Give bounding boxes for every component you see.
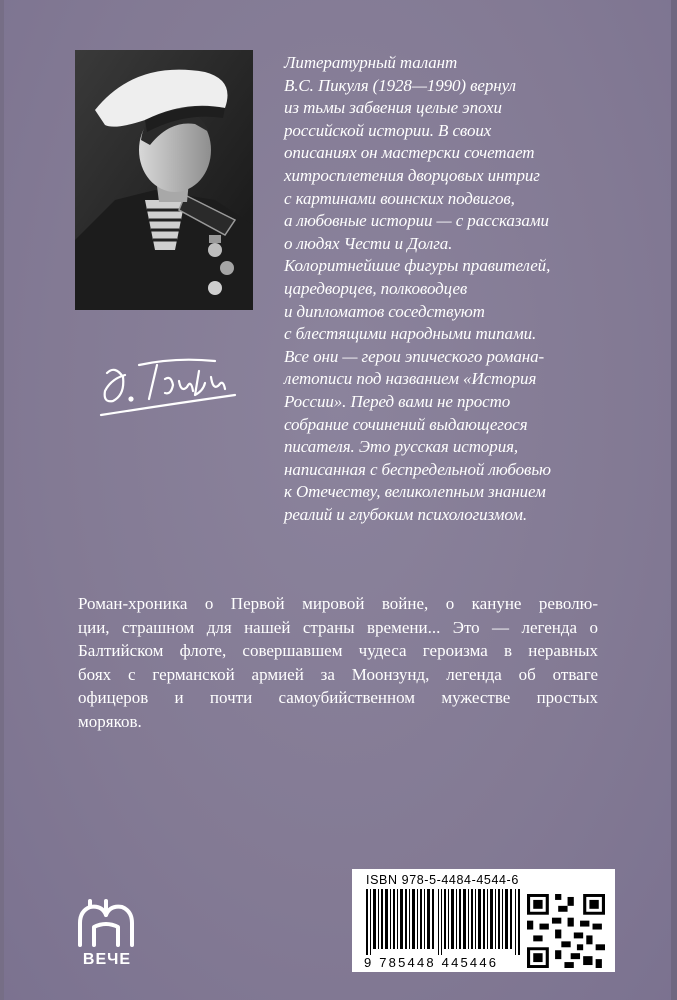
annotation-line: Балтийском флоте, совершавшем чудеса героизма в неравных [78, 641, 598, 660]
annotation-line: Роман-хроника о Первой мировой войне, о кануне револю- [78, 594, 598, 613]
publisher-name: ВЕЧЕ [82, 951, 132, 968]
blurb-line: России». Перед вами не просто [284, 391, 511, 411]
blurb-line: российской истории. В своих [284, 120, 492, 140]
cover-left-edge [0, 0, 4, 1000]
barcode [364, 889, 522, 955]
book-annotation [78, 592, 598, 733]
blurb-line: написанная с беспредельной любовью [284, 459, 551, 479]
blurb-line: с картинами воинских подвигов, [284, 188, 515, 208]
author-photo [75, 50, 253, 310]
annotation-line: ции, страшном для нашей страны времени... Это — легенда о [78, 617, 598, 637]
blurb-line: летописи под названием «История [284, 369, 537, 389]
blurb-line: Литературный талант [284, 53, 458, 72]
annotation-line: боях с германской армией за Моонзунд, легенда об отваге [78, 664, 598, 684]
blurb-line: Колоритнейшие фигуры правителей, [284, 256, 551, 276]
cover-right-edge [671, 0, 677, 1000]
isbn-label: ISBN 978-5-4484-4544-6 [366, 873, 519, 887]
blurb-line: собрание сочинений выдающегося [284, 414, 528, 434]
blurb-line: к Отечеству, великолепным знанием [284, 482, 546, 502]
blurb-line: реалий и глубоким психологизмом. [284, 504, 528, 524]
blurb-line: о людях Чести и Долга. [284, 233, 453, 253]
qr-code [527, 894, 605, 968]
isbn-barcode-box [352, 869, 615, 972]
blurb-line: с блестящими народными типами. [284, 324, 537, 344]
annotation-line: моряков. [78, 711, 142, 731]
blurb-line: а любовные истории — с рассказами [284, 211, 549, 231]
blurb-line: и дипломатов соседствуют [284, 301, 485, 321]
annotation-line: офицеров и почти самоубийственном мужестве простых [78, 688, 598, 707]
blurb-line: хитросплетения дворцовых интриг [284, 165, 540, 185]
blurb-line: писателя. Это русская история, [284, 437, 519, 457]
blurb-line: В.С. Пикуля (1928—1990) вернул [284, 75, 516, 95]
blurb-line: описаниях он мастерски сочетает [284, 143, 535, 163]
author-signature [95, 335, 245, 425]
blurb-line: из тьмы забвения целые эпохи [284, 98, 502, 118]
blurb-line: Все они — герои эпического романа- [284, 346, 545, 366]
barcode-digits: 9 785448 445446 [364, 955, 499, 970]
blurb-line: царедворцев, полководцев [284, 278, 468, 298]
author-blurb [284, 52, 614, 526]
